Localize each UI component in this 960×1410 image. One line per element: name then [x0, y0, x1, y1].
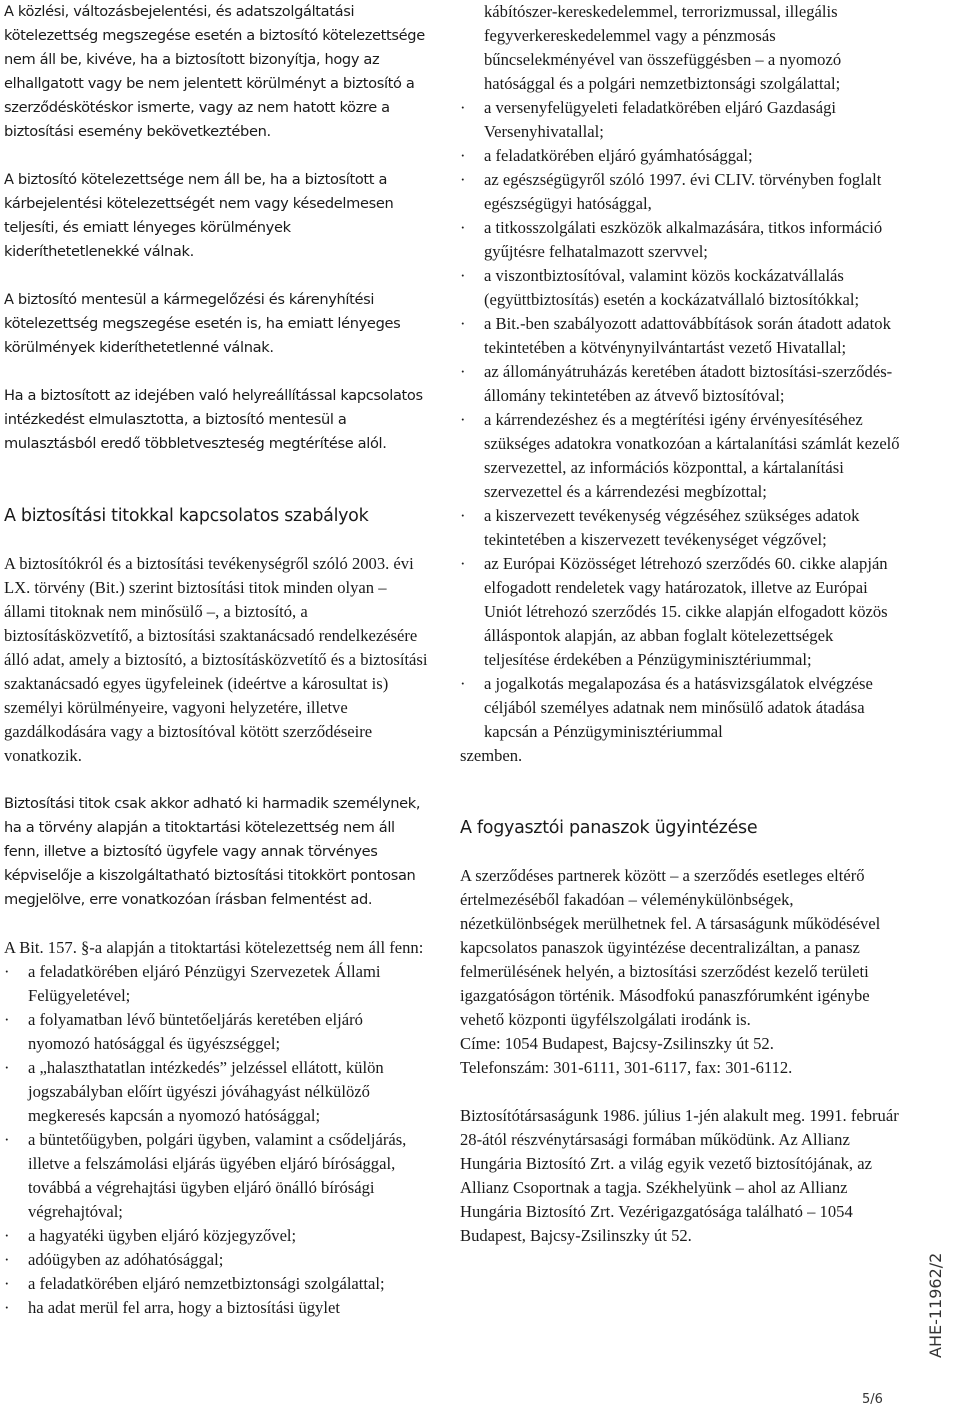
paragraph-disclosure-obligation: A közlési, változásbejelentési, és adatszolgáltatási kötelezettség megszegése esetén a biztosító kötelezettsége nem áll be, kivéve, ha a biztosított bizonyítja, hogy az elhallgatott vagy be nem jelentett körülményt a biztosító a szerződéskötéskor ismerte, vagy az nem hatott közre a biztosítási esemény bekövetkeztében. — [4, 3, 425, 140]
list-item: · ha adat merül fel arra, hogy a biztosítási ügylet — [4, 1296, 428, 1320]
list-item: · a kiszervezett tevékenység végzéséhez szükséges adatok tekintetében a kiszervezett tevékenységet végzővel; — [460, 504, 900, 552]
list-item: · a feladatkörében eljáró nemzetbiztonsági szolgálattal; — [4, 1272, 428, 1296]
right-column — [460, 0, 900, 1248]
page-number: 5/6 — [862, 1392, 883, 1407]
list-item: kábítószer-kereskedelemmel, terrorizmussal, illegális fegyverkereskedelemmel vagy a pénzmosás bűncselekményével van összefüggésben – a nyomozó hatósággal és a polgári nemzetbiztonsági szolgálattal; — [484, 2, 842, 93]
paragraph-company-info: Biztosítótársaságunk 1986. július 1-jén alakult meg. 1991. február 28-ától részvénytársasági formában működünk. Az Allianz Hungária Biztosító Zrt. a világ egyik vezető biztosítójának, az Allianz Csoportnak a tagja. Székhelyünk – ahol az Allianz Hungária Biztosító Zrt. Vezérigazgatósága található – 1054 Budapest, Bajcsy-Zsilinszky út 52. — [460, 1106, 899, 1245]
list-tail-text: szemben. — [460, 746, 523, 765]
list-item: · az egészségügyről szóló 1997. évi CLIV. törvényben foglalt egészségügyi hatósággal, — [460, 168, 900, 216]
office-phone: Telefonszám: 301-6111, 301-6117, fax: 301-6112. — [460, 1058, 793, 1077]
list-item: · a viszontbiztosítóval, valamint közös kockázatvállalás (együttbiztosítás) esetén a kockázatvállaló biztosítókkal; — [460, 264, 900, 312]
left-column — [4, 0, 428, 1320]
list-item: · a feladatkörében eljáró Pénzügyi Szervezetek Állami Felügyeletével; — [4, 960, 428, 1008]
paragraph-restoration: Ha a biztosított az idejében való helyreállítással kapcsolatos intézkedést elmulasztotta, a biztosító mentesül a mulasztásból eredő többletveszteség megtérítése alól. — [4, 387, 423, 452]
section-heading-complaints: A fogyasztói panaszok ügyintézése — [460, 818, 758, 838]
exceptions-list-right — [460, 0, 900, 744]
paragraph-secret-disclosure: Biztosítási titok csak akkor adható ki harmadik személynek, ha a törvény alapján a titoktartási kötelezettség nem áll fenn, illetve a biztosító ügyfele vagy annak törvényes képviselője a kiszolgáltatható biztosítási titokkört pontosan megjelölve, erre vonatkozóan írásban felmentést ad. — [4, 795, 421, 908]
document-code: AHE-11962/2 — [926, 1252, 945, 1358]
list-item: · a büntetőügyben, polgári ügyben, valamint a csődeljárás, illetve a felszámolási eljárás ügyében eljáró bírósággal, továbbá a végrehajtási ügyben eljáró önálló bírósági végrehajtóval; — [4, 1128, 428, 1224]
paragraph-claim-notification: A biztosító kötelezettsége nem áll be, ha a biztosított a kárbejelentési kötelezettségét nem vagy késedelmesen teljesíti, és emiatt lényeges körülmények kideríthetetlenekké válnak. — [4, 171, 394, 260]
section-heading-insurance-secret: A biztosítási titokkal kapcsolatos szabályok — [4, 506, 369, 526]
list-item: · a Bit.-ben szabályozott adattovábbítások során átadott adatok tekintetében a kötvénynyilvántartást vezető Hivatallal; — [460, 312, 900, 360]
paragraph-damage-prevention: A biztosító mentesül a kármegelőzési és kárenyhítési kötelezettség megszegése esetén is, ha emiatt lényeges körülmények kideríthetetlenné válnak. — [4, 291, 401, 356]
list-item: · a „halaszthatatlan intézkedés” jelzéssel ellátott, külön jogszabályban előírt ügyészi jóváhagyást nélkülöző megkeresés kapcsán a nyomozó hatósággal; — [4, 1056, 428, 1128]
list-item: · az Európai Közösséget létrehozó szerződés 60. cikke alapján elfogadott rendeletek vagy határozatok, illetve az Európai Uniót létrehozó szerződés 15. cikke alapján elfogadott közös álláspontok alapján, az abban foglalt kötelezettségek teljesítése érdekében a Pénzügyminisztériummal; — [460, 552, 900, 672]
list-item: · a jogalkotás megalapozása és a hatásvizsgálatok elvégzése céljából személyes adatnak nem minősülő adatok átadása kapcsán a Pénzügyminisztériummal — [460, 672, 900, 744]
paragraph-complaints: A szerződéses partnerek között – a szerződés esetleges eltérő értelmezéséből fakadóan – véleménykülönbségek, nézetkülönbségek merülhetnek fel. A társaságunk működésével kapcsolatos panaszok ügyintézése decentralizáltan, a panasz felmerülésének helyén, a biztosítási szerződést kezelő területi igazgatóságon történik. Másodfokú panaszfórumként igénybe vehető központi ügyfélszolgálati irodánk is. — [460, 866, 881, 1029]
paragraph-secret-definition: A biztosítókról és a biztosítási tevékenységről szóló 2003. évi LX. törvény (Bit.) szerint biztosítási titok minden olyan – állami titoknak nem minősülő –, a biztosító, a biztosításközvetítő, a biztosítási szaktanácsadó rendelkezésére álló adat, amely a biztosító, a biztosításközvetítő és a biztosítási szaktanácsadó egyes ügyfeleinek (ideértve a károsultat is) személyi körülményeire, vagyoni helyzetére, illetve gazdálkodására vagy a biztosítóval kötött szerződéseire vonatkozik. — [4, 554, 428, 765]
office-address: Címe: 1054 Budapest, Bajcsy-Zsilinszky út 52. — [460, 1034, 774, 1053]
list-item: · adóügyben az adóhatósággal; — [4, 1248, 428, 1272]
list-item: · az állományátruházás keretében átadott biztosítási-szerződés-állomány tekintetében az átvevő biztosítóval; — [460, 360, 900, 408]
list-item: · a kárrendezéshez és a megtérítési igény érvényesítéséhez szükséges adatokra vonatkozóan a kártalanítási számlát kezelő szervezettel, az információs központtal, a kártalanítási szervezettel és a kárrendezési megbízottal; — [460, 408, 900, 504]
list-item: · a feladatkörében eljáró gyámhatósággal; — [460, 144, 900, 168]
exceptions-list-left — [4, 960, 428, 1320]
list-item: · a hagyatéki ügyben eljáró közjegyzővel; — [4, 1224, 428, 1248]
paragraph-exceptions-intro: A Bit. 157. §-a alapján a titoktartási kötelezettség nem áll fenn: — [4, 938, 424, 957]
list-item: · a versenyfelügyeleti feladatkörében eljáró Gazdasági Versenyhivatallal; — [460, 96, 900, 144]
list-item: · a folyamatban lévő büntetőeljárás keretében eljáró nyomozó hatósággal és ügyészséggel; — [4, 1008, 428, 1056]
list-item: · a titkosszolgálati eszközök alkalmazására, titkos információ gyűjtésre felhatalmazott szervvel; — [460, 216, 900, 264]
